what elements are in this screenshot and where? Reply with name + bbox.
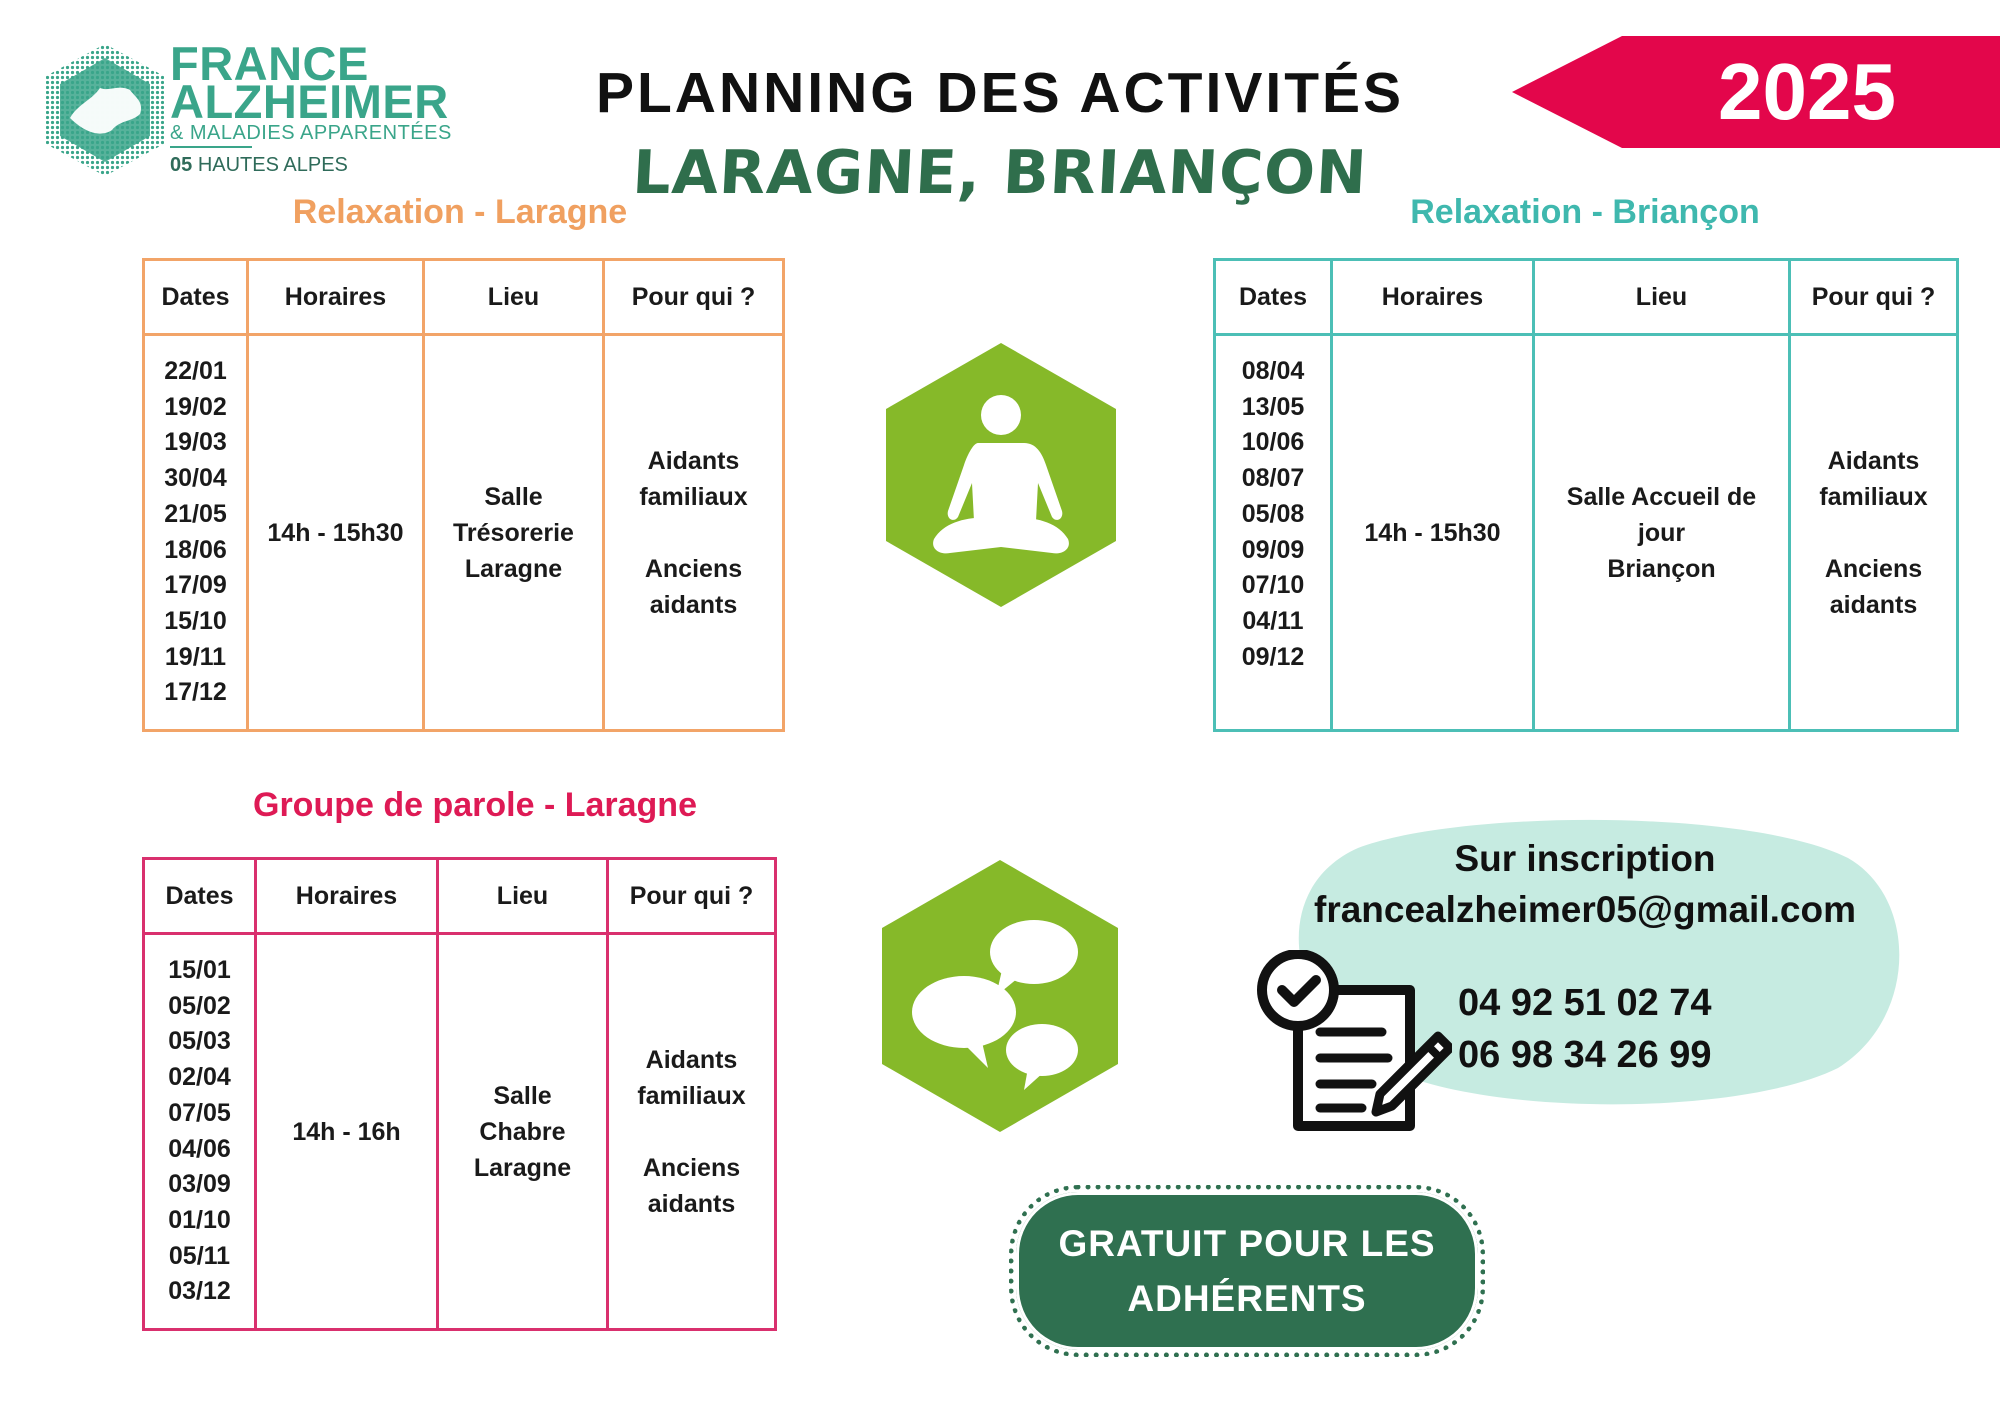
column-header-pour-qui: Pour qui ? (608, 859, 776, 934)
audience-line: Aidants (1827, 446, 1920, 475)
date-item: 02/04 (168, 1063, 231, 1092)
logo-line-maladies: & MALADIES APPARENTÉES (170, 122, 452, 144)
lieu-line: Laragne (473, 1153, 572, 1182)
audience-line: aidants (649, 590, 738, 619)
audience-line: familiaux (639, 482, 748, 511)
logo-line-france: FRANCE (170, 37, 369, 90)
date-item: 04/11 (1242, 606, 1304, 635)
audience-line: aidants (647, 1189, 736, 1218)
logo-region-number: 05 (170, 154, 193, 176)
audience-spacer (1791, 515, 1956, 551)
horaires-cell: 14h - 16h (256, 934, 438, 1330)
column-header-pour-qui: Pour qui ? (1790, 260, 1958, 335)
dates-cell (1215, 335, 1332, 731)
registration-label: Sur inscription (1454, 838, 1716, 879)
column-header-dates: Dates (1215, 260, 1332, 335)
date-item: 07/10 (1241, 571, 1305, 600)
date-item: 17/12 (164, 678, 227, 707)
dates-cell (144, 934, 256, 1330)
audience-spacer (605, 515, 782, 551)
column-header-horaires: Horaires (248, 260, 424, 335)
section-title-relaxation-laragne: Relaxation - Laragne (292, 193, 628, 231)
date-item: 08/04 (1241, 357, 1305, 385)
brand-logo (40, 36, 460, 186)
column-header-dates: Dates (144, 859, 256, 934)
date-item: 09/09 (1241, 535, 1305, 564)
date-item: 13/05 (1241, 392, 1305, 421)
date-item: 15/10 (164, 606, 227, 635)
schedule-table-groupe-parole (142, 857, 777, 1331)
date-item: 01/10 (168, 1205, 231, 1234)
column-header-lieu: Lieu (1534, 260, 1790, 335)
audience-line: Anciens (1824, 554, 1923, 583)
lieu-line: Trésorerie (453, 518, 574, 547)
free-for-members-badge (1016, 1192, 1478, 1350)
lieu-line: Salle (484, 482, 543, 511)
schedule-table-relaxation-briancon (1213, 258, 1959, 732)
date-item: 08/07 (1241, 464, 1305, 493)
lieu-line: Laragne (464, 554, 563, 583)
badge-line-2: ADHÉRENTS (1127, 1278, 1367, 1319)
audience-line: Anciens (644, 554, 743, 583)
column-header-dates: Dates (144, 260, 248, 335)
pour-qui-cell (608, 934, 776, 1330)
audience-line: familiaux (1819, 482, 1928, 511)
logo-hexagon-icon (40, 40, 170, 180)
date-item: 09/12 (1241, 642, 1305, 671)
column-header-pour-qui: Pour qui ? (604, 260, 784, 335)
section-title-groupe-parole: Groupe de parole - Laragne (253, 786, 697, 824)
column-header-horaires: Horaires (1332, 260, 1534, 335)
lieu-line: Briançon (1607, 554, 1716, 583)
date-item: 21/05 (164, 499, 227, 528)
audience-line: Anciens (642, 1153, 741, 1182)
contact-phone-2[interactable]: 06 98 34 26 99 (1458, 1034, 1712, 1076)
lieu-line: Salle (493, 1081, 552, 1110)
page-subtitle: LARAGNE, BRIANÇON (630, 138, 1370, 208)
lieu-line: jour (1637, 518, 1686, 547)
logo-line-alzheimer: ALZHEIMER (170, 75, 449, 128)
logo-line-region (170, 154, 348, 177)
audience-line: familiaux (637, 1081, 746, 1110)
contact-email[interactable]: francealzheimer05@gmail.com (1314, 889, 1856, 930)
date-item: 03/12 (168, 1277, 231, 1306)
year-banner (1512, 36, 2000, 148)
date-item: 19/02 (164, 392, 227, 421)
date-item: 07/05 (168, 1098, 231, 1127)
audience-line: Aidants (645, 1045, 738, 1074)
audience-spacer (609, 1114, 774, 1150)
date-item: 18/06 (164, 535, 227, 564)
date-item: 05/02 (168, 991, 231, 1020)
date-item: 04/06 (168, 1134, 231, 1163)
date-item: 05/11 (168, 1241, 231, 1270)
signed-form-icon (1252, 950, 1452, 1135)
column-header-horaires: Horaires (256, 859, 438, 934)
badge-text (1016, 1192, 1478, 1350)
meditation-icon (886, 343, 1116, 607)
badge-line-1: GRATUIT POUR LES (1058, 1223, 1436, 1264)
page-title: PLANNING DES ACTIVITÉS (595, 61, 1405, 125)
lieu-cell (438, 934, 608, 1330)
pour-qui-cell (604, 335, 784, 731)
date-item: 05/03 (168, 1027, 231, 1056)
dates-cell (144, 335, 248, 731)
contact-phone-1[interactable]: 04 92 51 02 74 (1458, 982, 1712, 1024)
year-label: 2025 (1718, 47, 1896, 136)
date-item: 05/08 (1241, 499, 1305, 528)
date-item: 03/09 (168, 1170, 231, 1199)
section-title-relaxation-briancon: Relaxation - Briançon (1410, 193, 1760, 231)
lieu-cell (424, 335, 604, 731)
horaires-cell: 14h - 15h30 (1332, 335, 1534, 731)
logo-divider (170, 146, 252, 148)
audience-line: Aidants (647, 446, 740, 475)
date-item: 19/03 (164, 428, 227, 457)
lieu-line: Chabre (479, 1117, 566, 1146)
lieu-line: Salle Accueil de (1566, 482, 1757, 511)
speech-bubbles-icon (882, 860, 1118, 1132)
column-header-lieu: Lieu (438, 859, 608, 934)
audience-line: aidants (1829, 590, 1918, 619)
date-item: 22/01 (164, 356, 227, 385)
date-item: 17/09 (164, 571, 227, 600)
column-header-lieu: Lieu (424, 260, 604, 335)
date-item: 10/06 (1241, 428, 1305, 457)
pour-qui-cell (1790, 335, 1958, 731)
date-item: 19/11 (164, 642, 227, 671)
logo-region-name: HAUTES ALPES (197, 154, 348, 176)
lieu-cell (1534, 335, 1790, 731)
schedule-table-relaxation-laragne (142, 258, 785, 732)
date-item: 30/04 (164, 464, 227, 493)
date-item: 15/01 (168, 955, 231, 984)
horaires-cell: 14h - 15h30 (248, 335, 424, 731)
